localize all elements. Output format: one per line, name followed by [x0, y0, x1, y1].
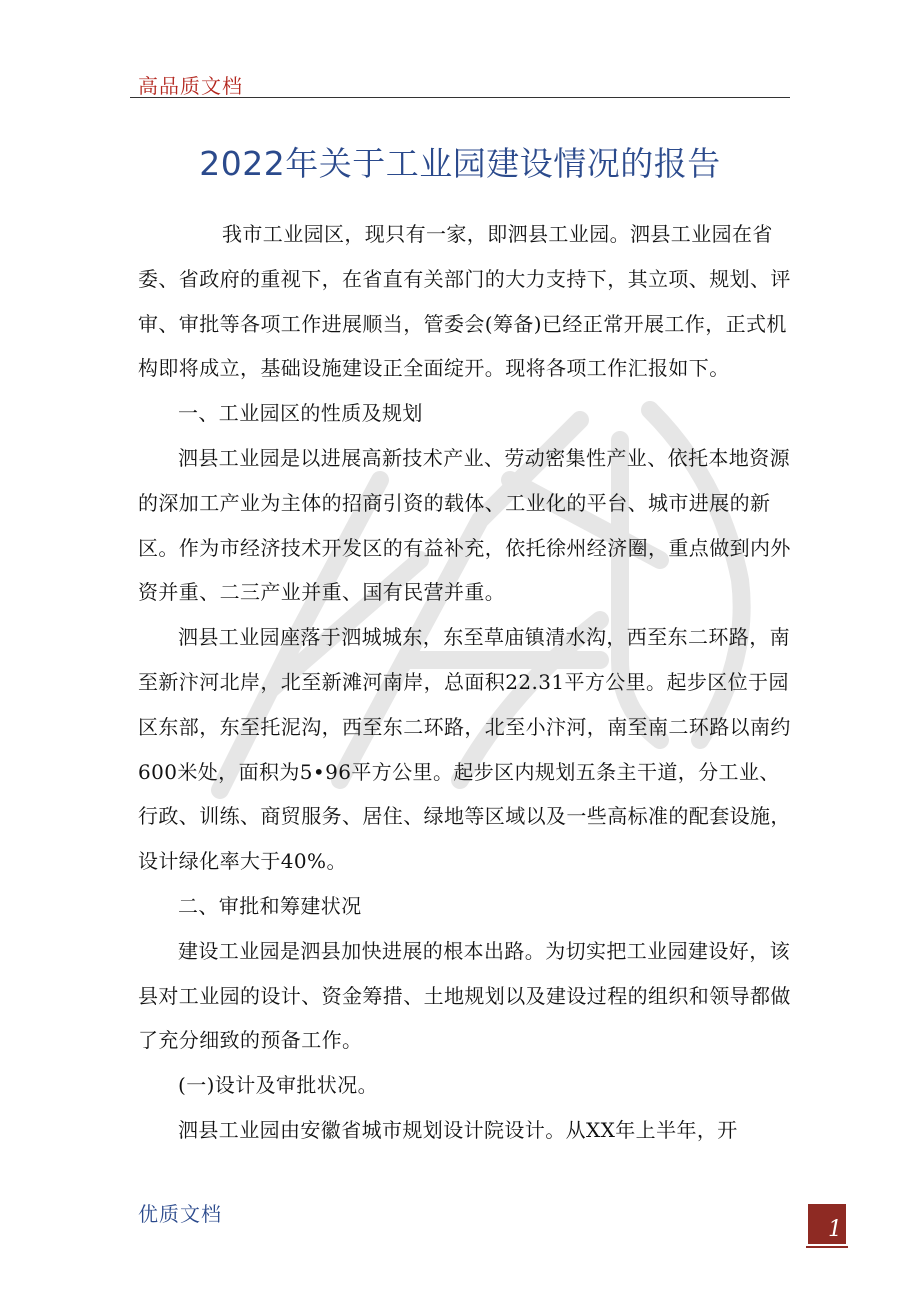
section-heading-2: 二、审批和筹建状况: [178, 893, 362, 918]
header-brand: 高品质文档: [138, 74, 243, 98]
footer-brand: 优质文档: [138, 1202, 222, 1226]
header-divider: [130, 97, 790, 98]
document-title: 2022年关于工业园建设情况的报告: [199, 144, 721, 183]
paragraph: 泗县工业园座落于泗城城东，东至草庙镇清水沟，西至东二环路，南至新汴河北岸，北至新滩河南岸，总面积22.31平方公里。起步区位于园区东部，东至托泥沟，西至东二环路，北至小汴河，南至南二环路以南约600米处，面积为5•96平方公里。起步区内规划五条主干道，分工业、行政、训练、商贸服务、居住、绿地等区域以及一些高标准的配套设施，设计绿化率大于40%。: [138, 625, 791, 874]
paragraph-intro: 我市工业园区，现只有一家，即泗县工业园。泗县工业园在省委、省政府的重视下，在省直有关部门的大力支持下，其立项、规划、评审、审批等各项工作进展顺当，管委会(筹备)已经正常开展工作，正式机构即将成立，基础设施建设正全面绽开。现将各项工作汇报如下。: [138, 222, 791, 381]
document-body: [138, 212, 798, 1153]
page-number-badge: 1: [808, 1204, 846, 1244]
paragraph: 泗县工业园是以进展高新技术产业、劳动密集性产业、依托本地资源的深加工产业为主体的招商引资的载体、工业化的平台、城市进展的新区。作为市经济技术开发区的有益补充，依托徐州经济圈，重点做到内外资并重、二三产业并重、国有民营并重。: [138, 445, 791, 605]
page-badge-underline: [806, 1246, 848, 1248]
section-heading-1: 一、工业园区的性质及规划: [178, 401, 423, 426]
paragraph: 泗县工业园由安徽省城市规划设计院设计。从XX年上半年，开: [178, 1117, 738, 1142]
paragraph: 建设工业园是泗县加快进展的根本出路。为切实把工业园建设好，该县对工业园的设计、资金筹措、土地规划以及建设过程的组织和领导都做了充分细致的预备工作。: [138, 938, 791, 1053]
subsection-heading: (一)设计及审批状况。: [178, 1073, 379, 1098]
